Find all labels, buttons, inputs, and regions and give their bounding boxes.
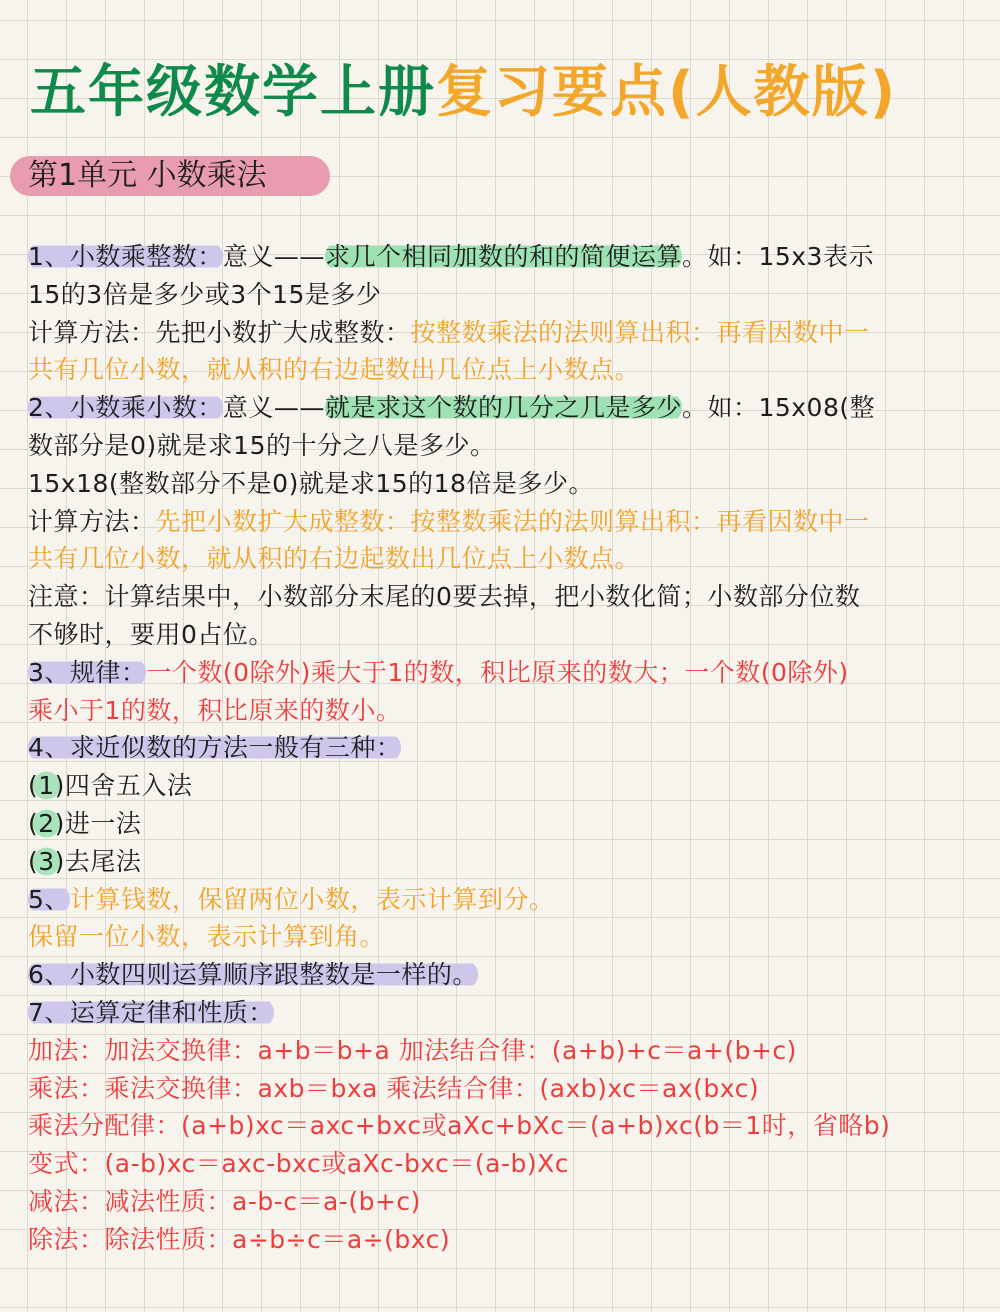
note-line <box>28 276 978 314</box>
note-text-segment: 6、小数四则运算顺序跟整数是一样的。 <box>28 960 478 990</box>
page-title <box>30 48 980 128</box>
title-part-1: 五年级数学上册 <box>30 60 436 125</box>
note-text-segment: (3) <box>28 846 65 876</box>
note-line <box>28 465 978 503</box>
note-text-segment: 去尾法 <box>64 846 142 876</box>
note-text-segment: 进一法 <box>64 809 142 838</box>
unit-heading: 第1单元 小数乘法 <box>10 156 330 196</box>
note-text-segment: 减法：减法性质：a-b-c＝a-(b+c) <box>28 1187 421 1216</box>
note-text-segment: 3、规律： <box>28 657 147 687</box>
note-text-segment: 计算钱数，保留两位小数，表示计算到分。 <box>69 884 555 914</box>
note-text-segment: 注意：计算结果中，小数部分末尾的0要去掉，把小数化简；小数部分位数 <box>28 582 861 612</box>
note-line <box>28 1221 978 1259</box>
note-line <box>28 238 978 276</box>
note-text-segment: 按整数乘法的法则算出积：再看因数中一 <box>410 317 870 347</box>
note-line <box>28 805 978 843</box>
note-text-segment: 共有几位小数，就从积的右边起数出几位点上小数点。 <box>28 544 641 574</box>
note-text-segment: 先把小数扩大成整数：按整数乘法的法则算出积：再看因数中一 <box>155 506 870 536</box>
note-text-segment: 意义—— <box>222 393 325 423</box>
title-part-2: 复习要点(人教版) <box>436 60 898 125</box>
note-text-segment: 乘小于1的数，积比原来的数小。 <box>28 695 402 725</box>
note-line <box>28 881 978 919</box>
note-line <box>28 540 978 578</box>
note-text-segment: 不够时，要用0占位。 <box>28 620 274 649</box>
note-text-segment: 一个数(0除外)乘大于1的数，积比原来的数大；一个数(0除外) <box>146 657 849 687</box>
note-line <box>28 729 978 767</box>
note-text-segment: 加法：加法交换律：a+b＝b+a 加法结合律：(a+b)+c＝a+(b+c) <box>28 1035 797 1065</box>
note-text-segment: 乘法：乘法交换律：axb＝bxa 乘法结合律：(axb)xc＝ax(bxc) <box>28 1073 760 1103</box>
note-line <box>28 956 978 994</box>
note-text-segment: 。如：15x08(整 <box>681 393 876 423</box>
note-text-segment: 变式：(a-b)xc＝axc-bxc或aXc-bxc＝(a-b)Xc <box>28 1149 569 1179</box>
note-text-segment: 共有几位小数，就从积的右边起数出几位点上小数点。 <box>28 355 641 385</box>
note-text-segment: 15的3倍是多少或3个15是多少 <box>28 279 382 309</box>
note-line <box>28 1107 978 1145</box>
note-text-segment: 数部分是0)就是求15的十分之八是多少。 <box>28 431 496 460</box>
note-line <box>28 918 978 956</box>
note-line <box>28 1183 978 1221</box>
note-text-segment: 保留一位小数，表示计算到角。 <box>28 922 386 952</box>
note-text-segment: 2、小数乘小数： <box>28 393 223 423</box>
note-line <box>28 1145 978 1183</box>
note-text-segment: 计算方法： <box>28 506 156 536</box>
note-text-segment: (2) <box>28 809 65 838</box>
note-line <box>28 692 978 730</box>
note-line <box>28 503 978 541</box>
note-line <box>28 314 978 352</box>
note-line <box>28 389 978 427</box>
note-line <box>28 654 978 692</box>
note-text-segment: 15x18(整数部分不是0)就是求15的18倍是多少。 <box>28 468 594 498</box>
note-text-segment: 除法：除法性质：a÷b÷c＝a÷(bxc) <box>28 1224 451 1254</box>
note-text-segment: 。如：15x3表示 <box>681 242 874 271</box>
note-line <box>28 351 978 389</box>
note-text-segment: (1) <box>28 771 65 801</box>
note-text-segment: 就是求这个数的几分之几是多少 <box>324 393 682 423</box>
note-text-segment: 乘法分配律：(a+b)xc＝axc+bxc或aXc+bXc＝(a+b)xc(b＝1时，省略b) <box>28 1111 891 1141</box>
note-text-segment: 四舍五入法 <box>64 771 193 801</box>
note-line <box>28 1070 978 1108</box>
note-text-segment: 4、求近似数的方法一般有三种： <box>28 733 402 763</box>
note-line <box>28 616 978 654</box>
note-line <box>28 843 978 881</box>
note-text-segment: 1、小数乘整数： <box>28 242 223 271</box>
note-line <box>28 994 978 1032</box>
note-line <box>28 578 978 616</box>
note-text-segment: 计算方法：先把小数扩大成整数： <box>28 317 411 347</box>
note-text-segment: 5、 <box>28 884 70 914</box>
note-text-segment: 7、运算定律和性质： <box>28 998 274 1027</box>
note-text-segment: 求几个相同加数的和的简便运算 <box>324 242 682 271</box>
note-line <box>28 767 978 805</box>
note-line <box>28 1032 978 1070</box>
note-text-segment: 意义—— <box>222 242 325 271</box>
note-line <box>28 427 978 465</box>
